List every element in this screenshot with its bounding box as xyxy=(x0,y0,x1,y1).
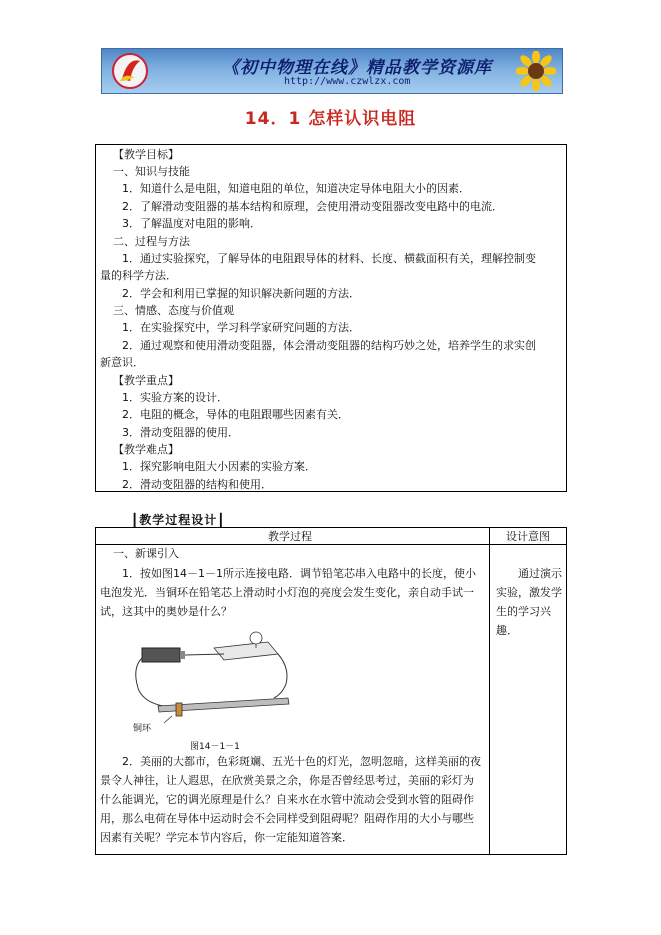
circuit-figure xyxy=(128,628,308,738)
emotion-item-2a: 2．通过观察和使用滑动变阻器，体会滑动变阻器的结构巧妙之处，培养学生的求实创 xyxy=(122,339,536,352)
difficult-item-2: 2．滑动变阻器的结构和使用． xyxy=(122,478,272,491)
knowledge-item-1: 1．知道什么是电阻，知道电阻的单位，知道决定导体电阻大小的因素． xyxy=(122,182,470,195)
section-title: ┃教学过程设计┃ xyxy=(131,513,226,527)
figure-caption: 图14－1－1 xyxy=(190,742,240,752)
key-item-3: 3．滑动变阻器的使用． xyxy=(122,426,239,439)
column-divider xyxy=(489,528,490,854)
intro-paragraph-1: 1．按如图14－1－1所示连接电路．调节铅笔芯串入电路中的长度，使小电泡发光．当铜环在铅笔芯上滑动时小灯泡的亮度会发生变化，亲自动手试一试，这其中的奥妙是什么？ xyxy=(100,567,476,618)
intro-heading: 一、新课引入 xyxy=(113,547,179,560)
process-item-1a: 1．通过实验探究，了解导体的电阻跟导体的材料、长度、横截面积有关，理解控制变 xyxy=(122,252,536,265)
emotion-item-2b: 新意识． xyxy=(100,356,144,369)
key-item-1: 1．实验方案的设计． xyxy=(122,391,228,404)
process-heading: 二、过程与方法 xyxy=(113,235,190,248)
column-header-intent: 设计意图 xyxy=(506,530,550,543)
figure-ring-label: 铜环 xyxy=(133,724,152,734)
page-title: 14．1 怎样认识电阻 xyxy=(244,109,417,129)
banner-url: http://www.czwlzx.com xyxy=(284,76,411,87)
intent-cell-1: 通过演示实验，激发学生的学习兴趣． xyxy=(496,567,562,637)
knowledge-item-3: 3．了解温度对电阻的影响． xyxy=(122,217,261,230)
emotion-heading: 三、情感、态度与价值观 xyxy=(113,304,234,317)
banner-title: 《初中物理在线》精品教学资源库 xyxy=(222,58,492,78)
difficult-item-1: 1．探究影响电阻大小因素的实验方案． xyxy=(122,460,316,473)
intro-paragraph-2: 2．美丽的大都市，色彩斑斓、五光十色的灯光，忽明忽暗，这样美丽的夜景令人神往，让人遐思，在欣赏美景之余，你是否曾经思考过，美丽的彩灯为什么能调光，它的调光原理是什么？自来水在水管中流动会受到水管的阻碍作用，那么电荷在导体中运动时会不会同样受到阻碍呢？阻碍作用的大小与哪些因素有关呢？学完本节内容后，你一定能知道答案． xyxy=(100,755,481,844)
difficult-heading: 【教学难点】 xyxy=(113,443,179,456)
emotion-item-1: 1．在实验探究中，学习科学家研究问题的方法． xyxy=(122,321,360,334)
sunflower-icon xyxy=(516,51,556,91)
process-item-1b: 量的科学方法． xyxy=(100,269,177,282)
logo-icon xyxy=(110,51,150,91)
key-item-2: 2．电阻的概念，导体的电阻跟哪些因素有关． xyxy=(122,408,349,421)
column-header-process: 教学过程 xyxy=(268,530,312,543)
knowledge-item-2: 2．了解滑动变阻器的基本结构和原理，会使用滑动变阻器改变电路中的电流． xyxy=(122,200,503,213)
objectives-heading: 【教学目标】 xyxy=(113,148,179,161)
key-heading: 【教学重点】 xyxy=(113,374,179,387)
knowledge-heading: 一、知识与技能 xyxy=(113,165,190,178)
header-banner xyxy=(101,48,563,94)
header-divider xyxy=(96,544,566,545)
process-item-2: 2．学会和利用已掌握的知识解决新问题的方法． xyxy=(122,287,360,300)
